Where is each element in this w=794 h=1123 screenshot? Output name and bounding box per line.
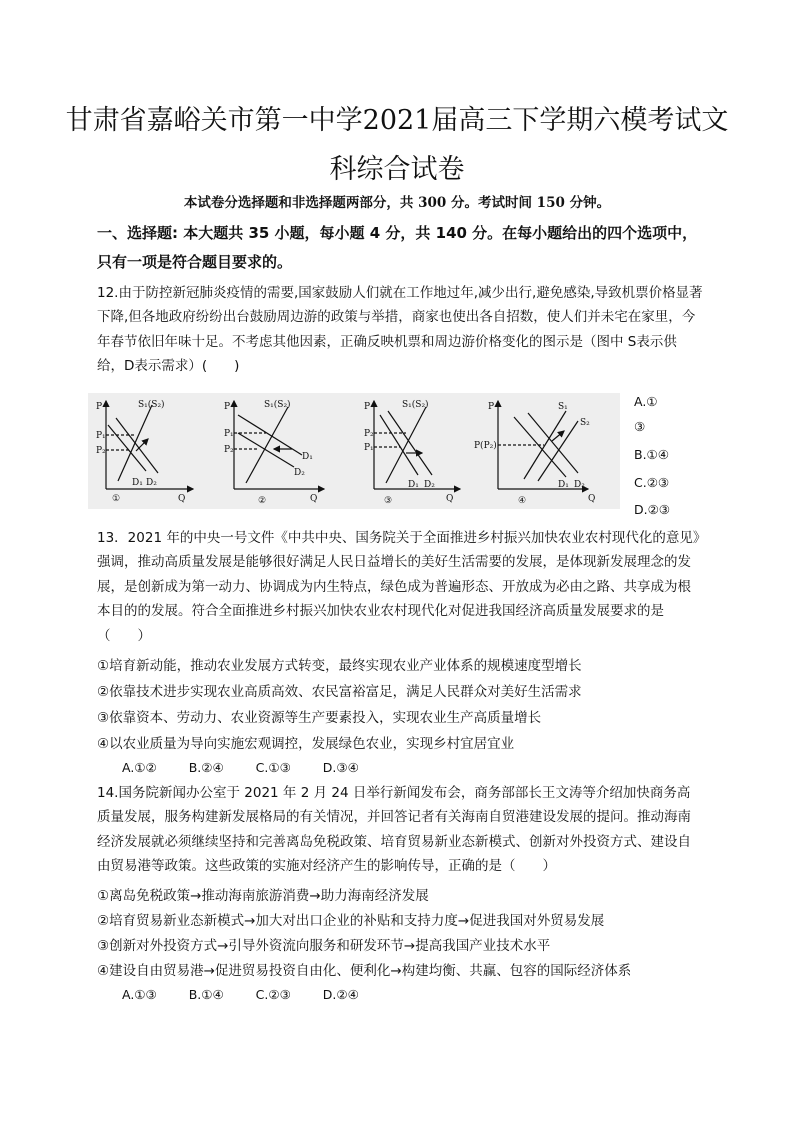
q12-option-a: A.① xyxy=(634,394,658,409)
section-heading: 一、选择题: 本大题共 35 小题，每小题 4 分，共 140 分。在每小题给出的四个选项中，只有一项是符合题目要求的。 xyxy=(97,224,698,271)
q14-option-a: A.①③ xyxy=(122,987,157,1002)
q14-item-2: ②培育贸易新业态新模式→加大对出口企业的补贴和支持力度→促进我国对外贸易发展 xyxy=(97,913,605,929)
g2-q-label: Q xyxy=(310,494,318,504)
q13-option-b: B.②④ xyxy=(188,760,224,775)
g1-p-label: P xyxy=(96,402,103,412)
g2-number: ② xyxy=(258,496,267,506)
exam-intro: 本试卷分选择题和非选择题两部分，共 300 分。考试时间 150 分钟。 xyxy=(183,195,611,211)
q12-option-c: C.②③ xyxy=(634,475,670,490)
g1-d1-label: D₁ xyxy=(132,478,143,488)
g1-number: ① xyxy=(112,494,121,504)
question-13-text: 13．2021 年的中央一号文件《中共中央、国务院关于全面推进乡村振兴加快农业农村现代化的意见》强调，推动高质量发展是能够很好满足人民日益增长的美好生活需要的发展，是体现新发展理念的发展，是创新成为第一动力、协调成为内生特点，绿色成为普遍形态、开放成为必由之路、共享成为根本目的的发展。符合全面推进乡村振兴加快农业农村现代化对促进我国经济高质量发展要求的是（ ） xyxy=(97,530,700,644)
g2-p1-label: P₁ xyxy=(224,429,234,439)
g1-s-label: S₁(S₂) xyxy=(138,400,165,410)
g4-s2-label: S₂ xyxy=(580,418,590,428)
g3-p1-label: P₁ xyxy=(364,443,374,453)
g1-d2-label: D₂ xyxy=(146,478,157,488)
g3-number: ③ xyxy=(384,496,393,506)
g3-s-label: S₁(S₂) xyxy=(402,400,429,410)
question-14-text: 14.国务院新闻办公室于 2021 年 2 月 24 日举行新闻发布会，商务部部长王文涛等介绍加快商务高质量发展，服务构建新发展格局的有关情况，并回答记者有关海南自贸港建设发展的提问。推动海南经济发展就必须继续坚持和完善离岛免税政策、培育贸易新业态新模式、创新对外投资方式、建设自由贸易港等政策。这些政策的实施对经济产生的影响传导，正确的是（ ） xyxy=(97,785,691,875)
g4-p-label: P xyxy=(488,402,495,412)
g1-q-label: Q xyxy=(178,494,186,504)
g1-p2-label: P₂ xyxy=(96,446,106,456)
q14-options xyxy=(122,987,387,1002)
q12-option-a-cont: ③ xyxy=(634,419,646,434)
supply-demand-graphs xyxy=(88,393,620,509)
page-title-line-2: 科综合试卷 xyxy=(329,154,465,185)
g2-d2-label: D₂ xyxy=(294,468,305,478)
q13-item-4: ④以农业质量为导向实施宏观调控，发展绿色农业，实现乡村宜居宜业 xyxy=(97,736,515,752)
q14-option-b: B.①④ xyxy=(188,987,224,1002)
g1-p1-label: P₁ xyxy=(96,431,106,441)
g2-s-label: S₁(S₂) xyxy=(264,400,291,410)
q13-option-a: A.①② xyxy=(122,760,157,775)
q13-item-2: ②依靠技术进步实现农业高质高效、农民富裕富足，满足人民群众对美好生活需求 xyxy=(97,684,582,700)
q14-item-1: ①离岛免税政策→推动海南旅游消费→助力海南经济发展 xyxy=(97,888,429,904)
g4-s1-label: S₁ xyxy=(558,402,568,412)
q12-option-d: D.②③ xyxy=(634,502,671,517)
g3-q-label: Q xyxy=(446,494,454,504)
g3-d2-label: D₂ xyxy=(424,480,435,490)
g2-p2-label: P₂ xyxy=(224,445,234,455)
q14-option-c: C.②③ xyxy=(255,987,291,1002)
g4-d1-label: D₁ xyxy=(558,480,569,490)
g4-d2-label: D₂ xyxy=(574,480,585,490)
q13-options xyxy=(122,760,387,775)
page-title-line-1: 甘肃省嘉峪关市第一中学2021届高三下学期六模考试文 xyxy=(65,105,729,136)
q14-item-3: ③创新对外投资方式→引导外资流向服务和研发环节→提高我国产业技术水平 xyxy=(97,938,551,954)
g3-p2-label: P₂ xyxy=(364,429,374,439)
g4-number: ④ xyxy=(518,496,527,506)
q14-option-d: D.②④ xyxy=(322,987,359,1002)
g3-p-label: P xyxy=(364,402,371,412)
graphs-background xyxy=(88,393,620,509)
g2-d1-label: D₁ xyxy=(302,452,313,462)
g2-p-label: P xyxy=(224,402,231,412)
q12-option-b: B.①④ xyxy=(634,447,669,462)
q13-item-1: ①培育新动能，推动农业发展方式转变，最终实现农业产业体系的规模速度型增长 xyxy=(97,658,582,674)
question-12-text: 12.由于防控新冠肺炎疫情的需要,国家鼓励人们就在工作地过年,减少出行,避免感染,导致机票价格显著下降,但各地政府纷纷出台鼓励周边游的政策与举措，商家也使出各自招数，使人们并未宅在家里，今年春节依旧年味十足。不考虑其他因素，正确反映机票和周边游价格变化的图示是（图中 S表示供给，D表示需求）( ) xyxy=(97,285,703,375)
q13-option-d: D.③④ xyxy=(322,760,359,775)
g4-q-label: Q xyxy=(588,494,596,504)
q14-item-4: ④建设自由贸易港→促进贸易投资自由化、便利化→构建均衡、共赢、包容的国际经济体系 xyxy=(97,963,632,979)
q13-item-3: ③依靠资本、劳动力、农业资源等生产要素投入，实现农业生产高质量增长 xyxy=(97,710,542,726)
q13-option-c: C.①③ xyxy=(255,760,291,775)
g3-d1-label: D₁ xyxy=(408,480,419,490)
g4-p12-label: P(P₂) xyxy=(474,441,497,451)
